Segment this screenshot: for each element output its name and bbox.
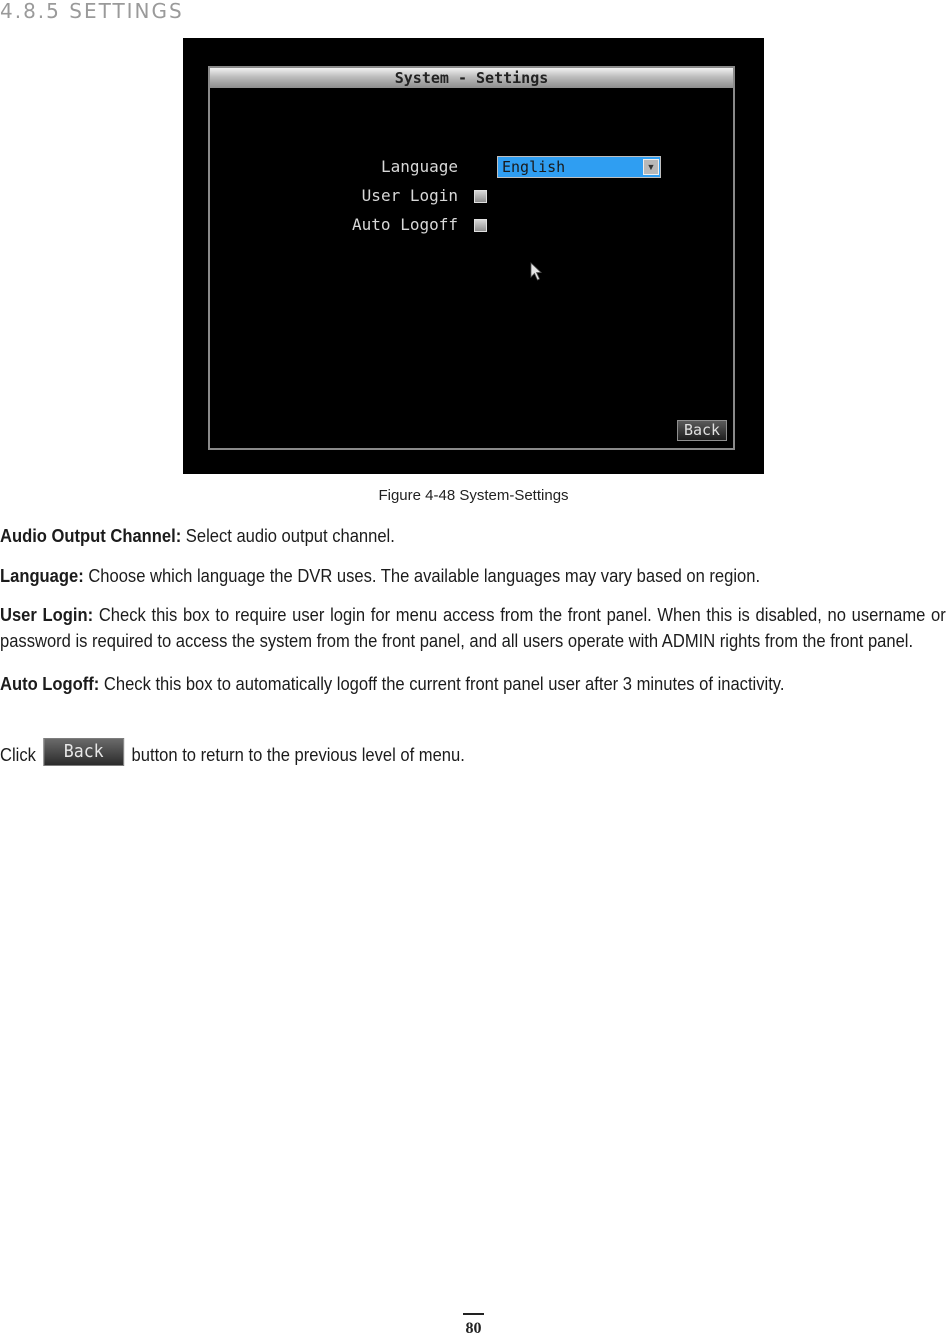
click-back-paragraph: [0, 742, 946, 770]
auto-logoff-row: [210, 214, 458, 236]
user-login-term: User Login:: [0, 605, 94, 625]
language-text: Choose which language the DVR uses. The available languages may vary based on region.: [83, 566, 761, 586]
auto-logoff-paragraph: [0, 671, 946, 697]
audio-output-paragraph: [0, 523, 946, 549]
figure-caption: Figure 4-48 System-Settings: [378, 487, 569, 504]
dvr-settings-screenshot: [183, 38, 764, 474]
language-label: Language: [380, 157, 458, 176]
click-back-after: button to return to the previous level of menu.: [126, 745, 465, 765]
audio-output-text: Select audio output channel.: [181, 526, 395, 546]
dvr-settings-window: [208, 66, 735, 450]
user-login-label: User Login: [361, 186, 458, 205]
language-row: [210, 156, 458, 178]
language-select[interactable]: [497, 156, 661, 178]
auto-logoff-label: Auto Logoff: [352, 215, 458, 234]
user-login-text: Check this box to require user login for menu access from the front panel. When this is disabled, no username or password is required to access the system from the front panel, and all users operate with ADMIN rights from the front panel.: [0, 605, 946, 651]
user-login-checkbox[interactable]: [474, 190, 487, 203]
language-term: Language:: [0, 566, 84, 586]
click-back-before: Click: [0, 745, 41, 765]
auto-logoff-term: Auto Logoff:: [0, 674, 100, 694]
page-number: 80: [465, 1320, 482, 1337]
dvr-back-button[interactable]: Back: [677, 420, 727, 441]
mouse-pointer-icon: [530, 262, 544, 282]
dvr-window-title: System - Settings: [394, 69, 549, 87]
user-login-paragraph: [0, 602, 946, 654]
chevron-down-icon[interactable]: ▼: [643, 159, 659, 175]
user-login-row: [210, 185, 458, 207]
auto-logoff-checkbox[interactable]: [474, 219, 487, 232]
language-select-value: English: [502, 158, 566, 176]
language-paragraph: [0, 563, 946, 589]
inline-back-button: Back: [43, 738, 124, 766]
auto-logoff-text: Check this box to automatically logoff the current front panel user after 3 minutes of inactivity.: [99, 674, 785, 694]
page-number-rule: [463, 1313, 484, 1315]
dvr-titlebar: [210, 68, 733, 88]
section-heading: 4.8.5 SETTINGS: [0, 0, 184, 23]
audio-output-term: Audio Output Channel:: [0, 526, 182, 546]
